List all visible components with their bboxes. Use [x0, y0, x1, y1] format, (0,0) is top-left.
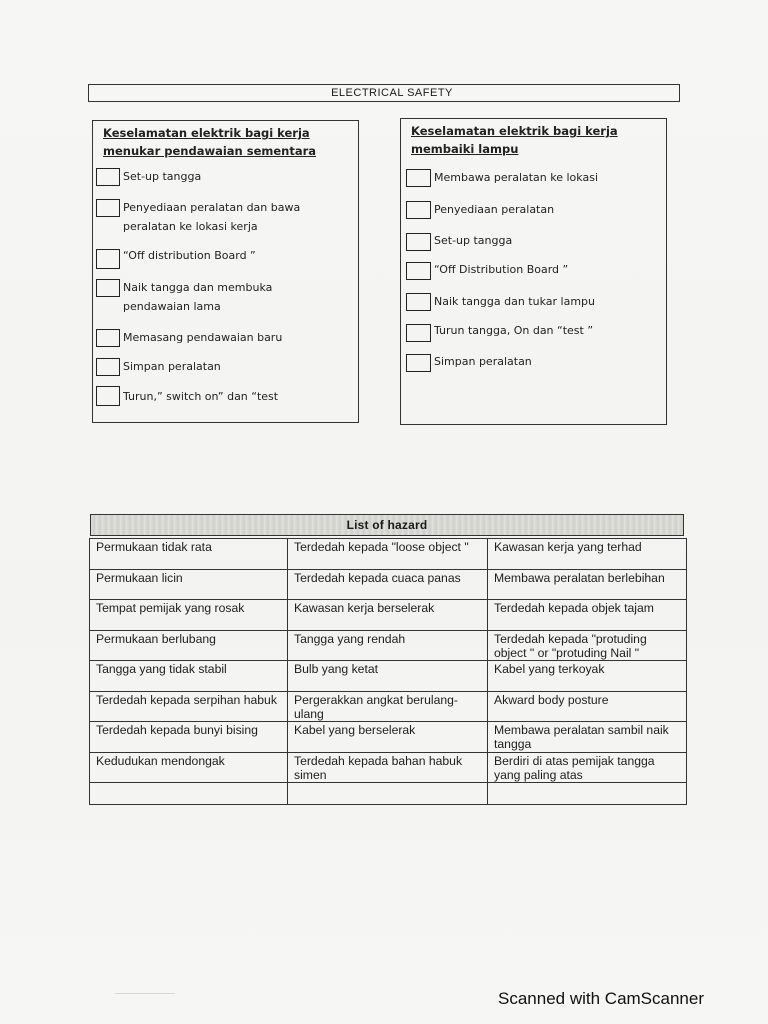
- table-cell: Membawa peralatan berlebihan: [488, 570, 687, 601]
- checkbox[interactable]: [406, 354, 431, 372]
- checkbox[interactable]: [406, 324, 431, 342]
- checkbox[interactable]: [406, 262, 431, 280]
- table-cell: Tangga yang tidak stabil: [90, 661, 288, 692]
- checklist-item: [96, 358, 221, 376]
- checklist-item-label: Naik tangga dan membuka pendawaian lama: [123, 281, 273, 313]
- checklist-item: [406, 293, 595, 311]
- table-cell: Pergerakkan angkat berulang-ulang: [288, 692, 488, 723]
- table-cell: Terdedah kepada bunyi bising: [90, 722, 288, 753]
- checklist-item-label: “Off Distribution Board ”: [434, 263, 569, 276]
- checklist-item: [96, 199, 300, 236]
- checklist-title: Keselamatan elektrik bagi kerja menukar pendawaian sementara: [103, 126, 317, 158]
- checklist-item-label: “Off distribution Board ”: [123, 249, 256, 262]
- table-cell: Terdedah kepada serpihan habuk: [90, 692, 288, 723]
- checklist-item: [406, 233, 512, 251]
- checklist-item-label: Simpan peralatan: [123, 360, 221, 373]
- table-cell: Terdedah kepada cuaca panas: [288, 570, 488, 601]
- checklist-item: [96, 329, 282, 347]
- checklist-item-label: Memasang pendawaian baru: [123, 331, 283, 344]
- checklist-item: [406, 201, 554, 219]
- table-cell: Permukaan berlubang: [90, 631, 288, 662]
- checklist-item-label: Set-up tangga: [123, 170, 202, 183]
- checklist-item: [96, 168, 201, 186]
- checklist-item-label: Penyediaan peralatan dan bawa peralatan ke lokasi kerja: [123, 201, 301, 233]
- table-cell: Kedudukan mendongak: [90, 753, 288, 784]
- checkbox[interactable]: [96, 386, 120, 406]
- checklist-item: [406, 169, 598, 187]
- checkbox[interactable]: [406, 233, 431, 251]
- table-cell: Tangga yang rendah: [288, 631, 488, 662]
- table-cell: Akward body posture: [488, 692, 687, 723]
- table-cell: [488, 783, 687, 805]
- checklist-item-label: Simpan peralatan: [434, 355, 532, 368]
- document-title-bar: [88, 84, 680, 102]
- checklist-item-label: Penyediaan peralatan: [434, 203, 555, 216]
- checklist-item: [406, 324, 593, 342]
- checkbox[interactable]: [96, 168, 120, 186]
- table-cell: Kawasan kerja yang terhad: [488, 539, 687, 570]
- table-cell: Kabel yang terkoyak: [488, 661, 687, 692]
- table-cell: Permukaan licin: [90, 570, 288, 601]
- table-cell: Membawa peralatan sambil naik tangga: [488, 722, 687, 753]
- checkbox[interactable]: [406, 293, 431, 311]
- checklist-item: [96, 249, 256, 269]
- table-cell: Kawasan kerja berselerak: [288, 600, 488, 631]
- checklist-temporary-wiring: [92, 120, 359, 423]
- hazard-table: [89, 538, 687, 805]
- scanner-watermark: Scanned with CamScanner: [498, 989, 705, 1008]
- table-cell: Kabel yang berselerak: [288, 722, 488, 753]
- table-cell: Bulb yang ketat: [288, 661, 488, 692]
- table-cell: Tempat pemijak yang rosak: [90, 600, 288, 631]
- checkbox[interactable]: [96, 279, 120, 297]
- document-title: ELECTRICAL SAFETY: [331, 87, 453, 99]
- divider: [115, 993, 175, 994]
- checklist-item: [96, 386, 278, 406]
- checklist-item-label: Membawa peralatan ke lokasi: [434, 171, 598, 184]
- hazard-table-heading: List of hazard: [90, 514, 684, 536]
- table-cell: Terdedah kepada bahan habuk simen: [288, 753, 488, 784]
- checklist-item-label: Set-up tangga: [434, 234, 513, 247]
- table-cell: Terdedah kepada "protuding object " or "protuding Nail ": [488, 631, 687, 662]
- table-cell: [288, 783, 488, 805]
- checklist-item-label: Naik tangga dan tukar lampu: [434, 295, 595, 308]
- checklist-item: [406, 262, 568, 280]
- table-cell: Terdedah kepada objek tajam: [488, 600, 687, 631]
- checkbox[interactable]: [96, 329, 120, 347]
- checklist-title: Keselamatan elektrik bagi kerja membaiki lampu: [411, 124, 618, 156]
- table-cell: Permukaan tidak rata: [90, 539, 288, 570]
- checklist-lamp-repair: [400, 118, 667, 425]
- checklist-item-label: Turun,” switch on” dan “test: [123, 390, 279, 403]
- checklist-item-label: Turun tangga, On dan “test ”: [434, 324, 594, 337]
- checkbox[interactable]: [406, 169, 431, 187]
- table-cell: [90, 783, 288, 805]
- checklist-item: [406, 354, 532, 372]
- checkbox[interactable]: [96, 249, 120, 269]
- table-cell: Berdiri di atas pemijak tangga yang paling atas: [488, 753, 687, 784]
- table-cell: Terdedah kepada "loose object ": [288, 539, 488, 570]
- checkbox[interactable]: [96, 199, 120, 217]
- checklist-item: [96, 279, 272, 316]
- checkbox[interactable]: [96, 358, 120, 376]
- checkbox[interactable]: [406, 201, 431, 219]
